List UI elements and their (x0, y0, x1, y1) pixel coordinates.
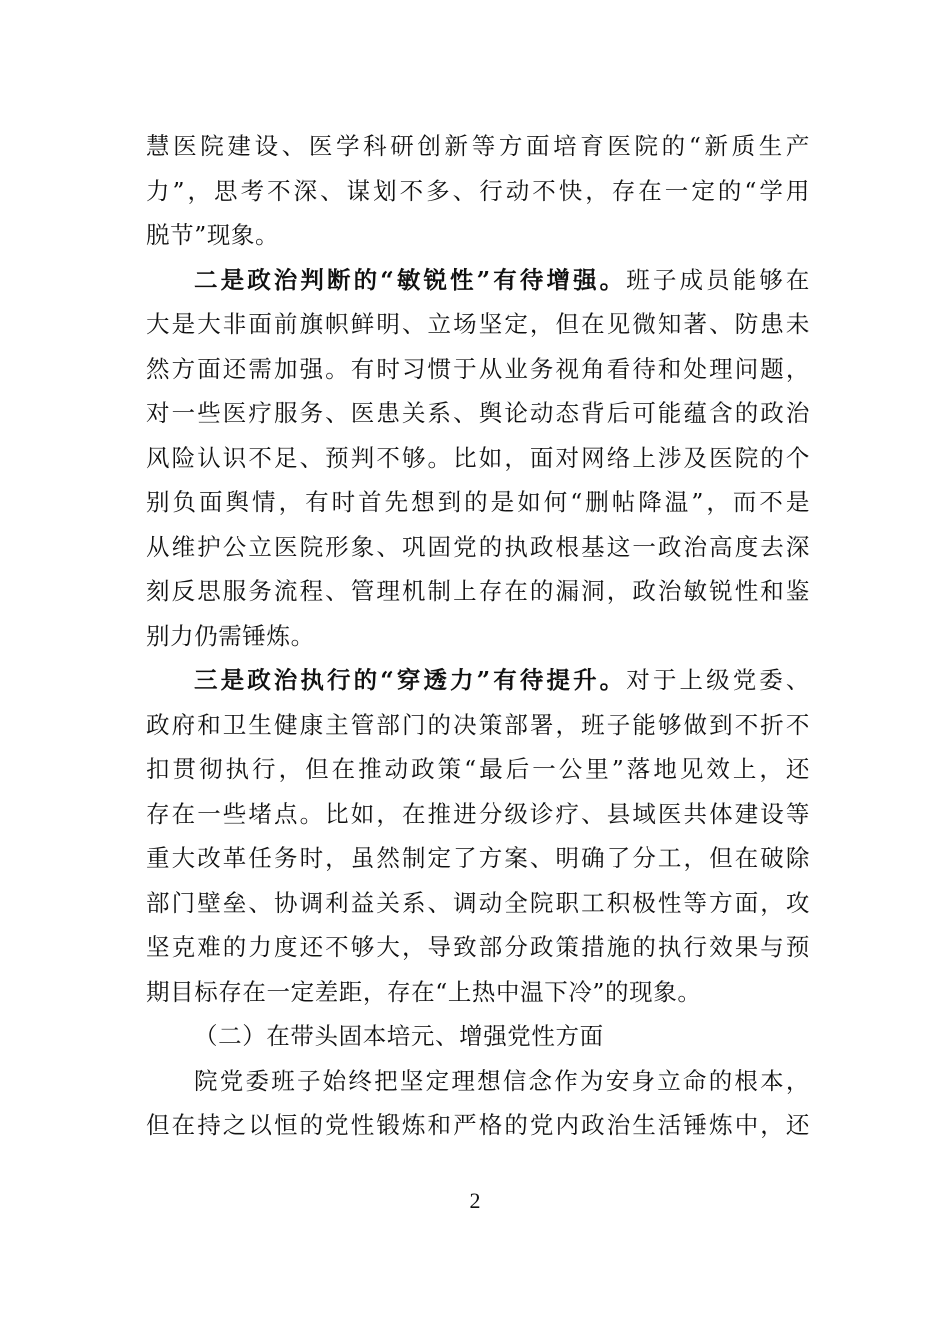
paragraph-line: 大是大非面前旗帜鲜明、立场坚定，但在见微知著、防患未 (146, 310, 810, 338)
paragraph-line: 期目标存在一定差距，存在“上热中温下冷”的现象。 (146, 977, 702, 1006)
paragraph-line: 但在持之以恒的党性锻炼和严格的党内政治生活锤炼中，还 (146, 1111, 810, 1139)
paragraph-line: 脱节”现象。 (146, 221, 280, 249)
paragraph-line: 别力仍需锤炼。 (146, 621, 315, 650)
paragraph-line: 刻反思服务流程、管理机制上存在的漏洞，政治敏锐性和鉴 (146, 577, 810, 605)
paragraph-line: 慧医院建设、医学科研创新等方面培育医院的“新质生产 (146, 132, 810, 160)
paragraph-line: 存在一些堵点。比如，在推进分级诊疗、县域医共体建设等 (146, 799, 810, 828)
point-heading: 二是政治判断的“敏锐性”有待增强。 (194, 265, 627, 294)
section-heading: （二）在带头固本培元、增强党性方面 (194, 1022, 604, 1050)
paragraph-line: 别负面舆情，有时首先想到的是如何“删帖降温”，而不是 (146, 488, 810, 516)
paragraph-line: 然方面还需加强。有时习惯于从业务视角看待和处理问题， (146, 354, 810, 383)
paragraph-line: 部门壁垒、协调利益关系、调动全院职工积极性等方面，攻 (146, 888, 810, 917)
paragraph-line: 二是政治判断的“敏锐性”有待增强。班子成员能够在 (194, 265, 810, 294)
paragraph-line: 院党委班子始终把坚定理想信念作为安身立命的根本， (194, 1066, 810, 1095)
paragraph-line: 三是政治执行的“穿透力”有待提升。对于上级党委、 (194, 666, 810, 694)
paragraph-line: 从维护公立医院形象、巩固党的执政根基这一政治高度去深 (146, 532, 810, 561)
paragraph-line: 坚克难的力度还不够大，导致部分政策措施的执行效果与预 (146, 933, 810, 961)
page-number: 2 (469, 1188, 481, 1213)
paragraph-line: 政府和卫生健康主管部门的决策部署，班子能够做到不折不 (146, 710, 810, 739)
paragraph-line: 重大改革任务时，虽然制定了方案、明确了分工，但在破除 (146, 844, 810, 872)
paragraph-line: 扣贯彻执行，但在推动政策“最后一公里”落地见效上，还 (146, 755, 810, 783)
paragraph-line: 力”，思考不深、谋划不多、行动不快，存在一定的“学用 (146, 176, 810, 205)
point-heading: 三是政治执行的“穿透力”有待提升。 (194, 666, 627, 694)
body-text (146, 124, 810, 1148)
paragraph-line: 对一些医疗服务、医患关系、舆论动态背后可能蕴含的政治 (146, 399, 810, 427)
paragraph-line: 风险认识不足、预判不够。比如，面对网络上涉及医院的个 (146, 443, 810, 472)
